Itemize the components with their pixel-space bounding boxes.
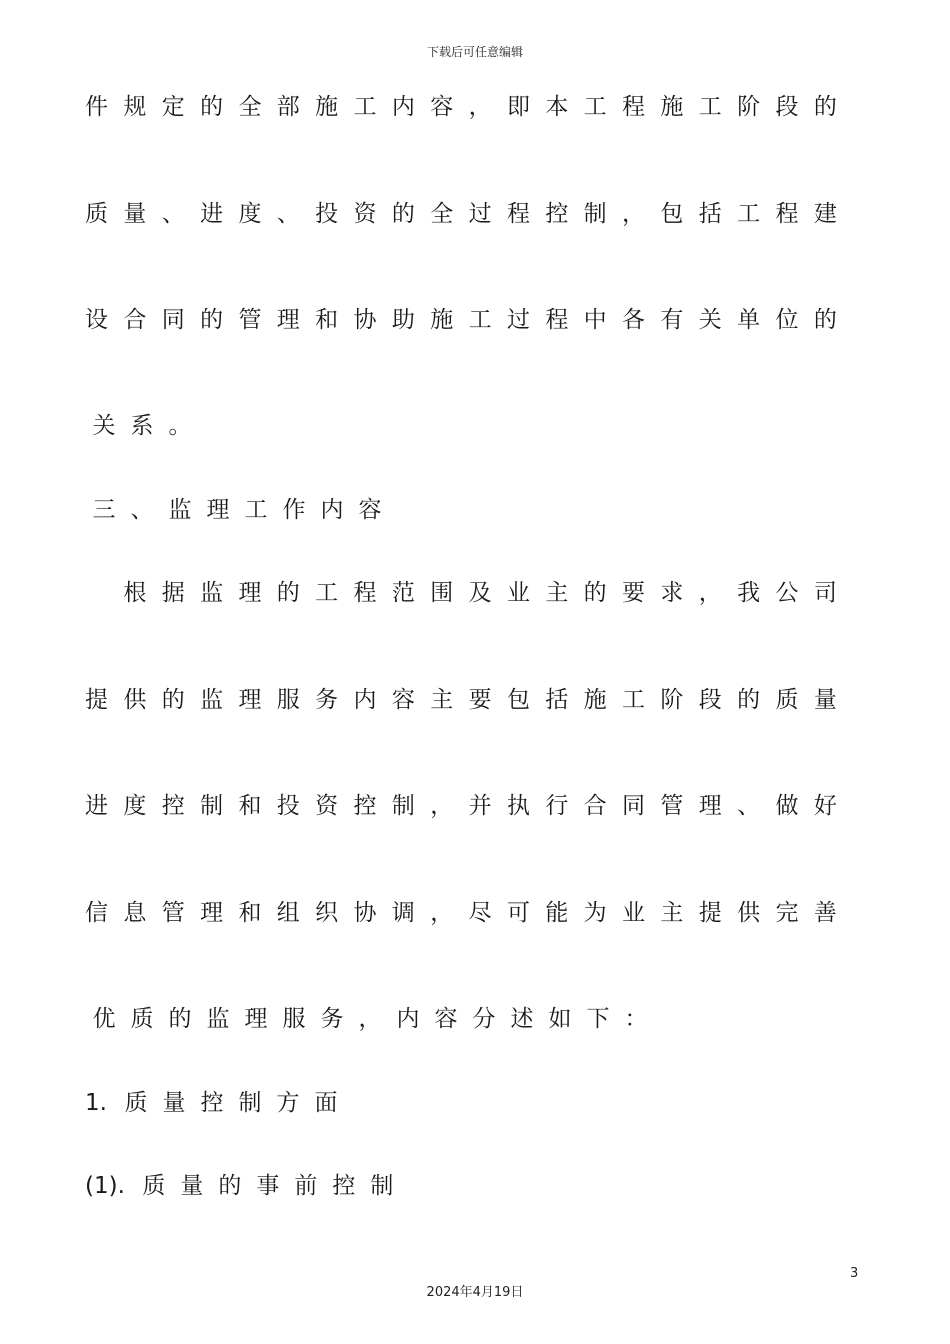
glyph: 设 <box>85 307 108 333</box>
glyph: 阶 <box>660 687 684 713</box>
glyph: 建 <box>813 201 837 227</box>
glyph: 管 <box>238 307 262 333</box>
page-header: 下载后可任意编辑 <box>426 45 523 59</box>
glyph: 施 <box>315 94 339 120</box>
glyph: 服 <box>276 687 300 713</box>
glyph: 进 <box>200 201 224 227</box>
glyph: ， <box>430 900 454 926</box>
glyph: 控 <box>545 201 569 227</box>
glyph: 投 <box>315 201 339 227</box>
glyph: 合 <box>123 307 147 333</box>
glyph: 单 <box>737 307 761 333</box>
glyph: 范 <box>391 580 415 606</box>
glyph: 资 <box>353 201 377 227</box>
glyph: 质 <box>85 201 108 227</box>
glyph: 控 <box>353 793 377 819</box>
glyph: 围 <box>430 580 454 606</box>
glyph: 全 <box>238 94 262 120</box>
glyph: 理 <box>238 687 262 713</box>
glyph: 、 <box>130 497 154 523</box>
glyph: 理 <box>206 497 230 523</box>
glyph: 可 <box>506 900 530 926</box>
glyph: 、 <box>737 793 761 819</box>
glyph: 包 <box>660 201 684 227</box>
glyph: 工 <box>737 201 761 227</box>
glyph: 包 <box>506 687 530 713</box>
glyph: 如 <box>548 1006 572 1032</box>
glyph: 供 <box>737 900 761 926</box>
glyph: 公 <box>775 580 799 606</box>
glyph: 及 <box>468 580 492 606</box>
glyph: 的 <box>168 1006 192 1032</box>
glyph: 工 <box>244 497 268 523</box>
glyph: 调 <box>391 900 415 926</box>
glyph: 资 <box>315 793 339 819</box>
glyph: 容 <box>358 497 382 523</box>
glyph: 为 <box>583 900 607 926</box>
glyph: 质 <box>130 1006 154 1032</box>
glyph: 和 <box>315 307 339 333</box>
glyph: 的 <box>813 94 837 120</box>
glyph: 系 <box>130 413 154 439</box>
glyph: 三 <box>92 497 116 523</box>
glyph: 部 <box>276 94 300 120</box>
glyph: ， <box>358 1006 382 1032</box>
text-line <box>85 199 837 229</box>
glyph: 本 <box>545 94 569 120</box>
glyph: 息 <box>123 900 147 926</box>
glyph: 分 <box>472 1006 496 1032</box>
glyph: 工 <box>468 307 492 333</box>
glyph: 括 <box>698 201 722 227</box>
text-line <box>85 898 837 928</box>
glyph: 理 <box>200 900 224 926</box>
glyph: 关 <box>698 307 722 333</box>
glyph: 各 <box>622 307 646 333</box>
glyph: 务 <box>320 1006 344 1032</box>
glyph: 下 <box>586 1006 610 1032</box>
glyph: 内 <box>391 94 415 120</box>
glyph: 据 <box>161 580 185 606</box>
glyph: 度 <box>123 793 147 819</box>
glyph: 关 <box>92 413 116 439</box>
glyph: 工 <box>698 94 722 120</box>
text-line <box>85 1004 837 1034</box>
glyph: 和 <box>238 793 262 819</box>
glyph: 协 <box>353 900 377 926</box>
glyph: 提 <box>698 900 722 926</box>
glyph: 工 <box>622 687 646 713</box>
glyph: 业 <box>622 900 646 926</box>
glyph: ， <box>468 94 492 120</box>
glyph: 述 <box>510 1006 534 1032</box>
glyph: 量 <box>162 1090 186 1116</box>
glyph: 理 <box>238 580 262 606</box>
glyph: 段 <box>775 94 799 120</box>
glyph: 段 <box>698 687 722 713</box>
glyph: 的 <box>583 580 607 606</box>
glyph: 全 <box>430 201 454 227</box>
list-marker: 1. <box>85 1090 107 1116</box>
glyph: 过 <box>506 307 530 333</box>
glyph: 量 <box>123 201 147 227</box>
glyph: ， <box>430 793 454 819</box>
glyph: 尽 <box>468 900 492 926</box>
glyph: 助 <box>391 307 415 333</box>
glyph: 程 <box>775 201 799 227</box>
glyph: 并 <box>468 793 492 819</box>
glyph: 的 <box>737 687 761 713</box>
glyph: 进 <box>85 793 108 819</box>
glyph: 组 <box>276 900 300 926</box>
glyph: 信 <box>85 900 108 926</box>
glyph: 根 <box>123 580 147 606</box>
glyph: 括 <box>545 687 569 713</box>
glyph: 管 <box>161 900 185 926</box>
glyph: 服 <box>282 1006 306 1032</box>
glyph: 制 <box>583 201 607 227</box>
glyph: 位 <box>775 307 799 333</box>
glyph: 中 <box>583 307 607 333</box>
text-line <box>85 578 837 608</box>
glyph: 事 <box>256 1173 280 1199</box>
glyph: 施 <box>660 94 684 120</box>
glyph: 主 <box>430 687 454 713</box>
glyph: 和 <box>238 900 262 926</box>
glyph: 我 <box>737 580 761 606</box>
glyph: 合 <box>583 793 607 819</box>
glyph: 施 <box>583 687 607 713</box>
glyph: 理 <box>244 1006 268 1032</box>
glyph: ， <box>698 580 722 606</box>
glyph: 做 <box>775 793 799 819</box>
glyph: 司 <box>813 580 837 606</box>
glyph: 制 <box>238 1090 262 1116</box>
list-marker: (1). <box>85 1173 125 1199</box>
glyph: 程 <box>622 94 646 120</box>
glyph: 理 <box>698 793 722 819</box>
glyph: 有 <box>660 307 684 333</box>
text-line <box>85 1171 837 1201</box>
glyph: 制 <box>391 793 415 819</box>
glyph: 控 <box>332 1173 356 1199</box>
footer-date: 2024年4月19日 <box>426 1285 524 1300</box>
text-line <box>85 305 837 335</box>
glyph: 的 <box>813 307 837 333</box>
glyph: 容 <box>430 94 454 120</box>
glyph: 务 <box>315 687 339 713</box>
glyph: 供 <box>123 687 147 713</box>
glyph: 监 <box>206 1006 230 1032</box>
glyph: 即 <box>506 94 530 120</box>
glyph: 作 <box>282 497 306 523</box>
glyph <box>85 578 108 608</box>
glyph: 完 <box>775 900 799 926</box>
glyph: 面 <box>314 1090 338 1116</box>
glyph: 质 <box>775 687 799 713</box>
glyph: 善 <box>813 900 837 926</box>
glyph: 同 <box>161 307 185 333</box>
glyph: 程 <box>506 201 530 227</box>
glyph: 的 <box>200 307 224 333</box>
glyph: 程 <box>353 580 377 606</box>
glyph: 定 <box>161 94 185 120</box>
glyph: 制 <box>370 1173 394 1199</box>
glyph: 内 <box>353 687 377 713</box>
page-number: 3 <box>850 1266 859 1281</box>
glyph: 同 <box>622 793 646 819</box>
text-line <box>85 685 837 715</box>
glyph: 优 <box>92 1006 116 1032</box>
glyph: 制 <box>200 793 224 819</box>
glyph: 的 <box>391 201 415 227</box>
glyph: 主 <box>545 580 569 606</box>
glyph: 执 <box>506 793 530 819</box>
text-line <box>85 92 837 122</box>
glyph: 能 <box>545 900 569 926</box>
glyph: 内 <box>320 497 344 523</box>
glyph: 量 <box>813 687 837 713</box>
glyph: 的 <box>276 580 300 606</box>
glyph: 监 <box>200 687 224 713</box>
glyph: 。 <box>168 413 192 439</box>
glyph: 过 <box>468 201 492 227</box>
text-line <box>85 1088 837 1118</box>
glyph: 要 <box>622 580 646 606</box>
glyph: ： <box>624 1006 648 1032</box>
text-line <box>85 495 837 525</box>
glyph: 量 <box>180 1173 204 1199</box>
glyph: 监 <box>168 497 192 523</box>
glyph: 工 <box>315 580 339 606</box>
glyph: 质 <box>142 1173 166 1199</box>
glyph: 内 <box>396 1006 420 1032</box>
glyph: 件 <box>85 94 108 120</box>
glyph: 质 <box>124 1090 148 1116</box>
glyph: 协 <box>353 307 377 333</box>
glyph: 控 <box>200 1090 224 1116</box>
glyph: 的 <box>200 94 224 120</box>
glyph: 好 <box>813 793 837 819</box>
glyph: 阶 <box>737 94 761 120</box>
glyph: 、 <box>276 201 300 227</box>
glyph: 容 <box>391 687 415 713</box>
glyph: 的 <box>161 687 185 713</box>
glyph: ， <box>622 201 646 227</box>
glyph: 管 <box>660 793 684 819</box>
glyph: 容 <box>434 1006 458 1032</box>
text-line <box>85 411 837 441</box>
glyph: 主 <box>660 900 684 926</box>
glyph: 程 <box>545 307 569 333</box>
glyph: 提 <box>85 687 108 713</box>
glyph: 织 <box>315 900 339 926</box>
glyph: 施 <box>430 307 454 333</box>
glyph: 业 <box>506 580 530 606</box>
glyph: 方 <box>276 1090 300 1116</box>
glyph: 理 <box>276 307 300 333</box>
glyph: 控 <box>161 793 185 819</box>
glyph: 工 <box>353 94 377 120</box>
text-line <box>85 791 837 821</box>
glyph: 要 <box>468 687 492 713</box>
glyph: 的 <box>218 1173 242 1199</box>
glyph: 度 <box>238 201 262 227</box>
glyph: 前 <box>294 1173 318 1199</box>
glyph: 投 <box>276 793 300 819</box>
glyph: 规 <box>123 94 147 120</box>
glyph: 工 <box>583 94 607 120</box>
glyph: 监 <box>200 580 224 606</box>
glyph: 、 <box>161 201 185 227</box>
glyph: 求 <box>660 580 684 606</box>
glyph: 行 <box>545 793 569 819</box>
